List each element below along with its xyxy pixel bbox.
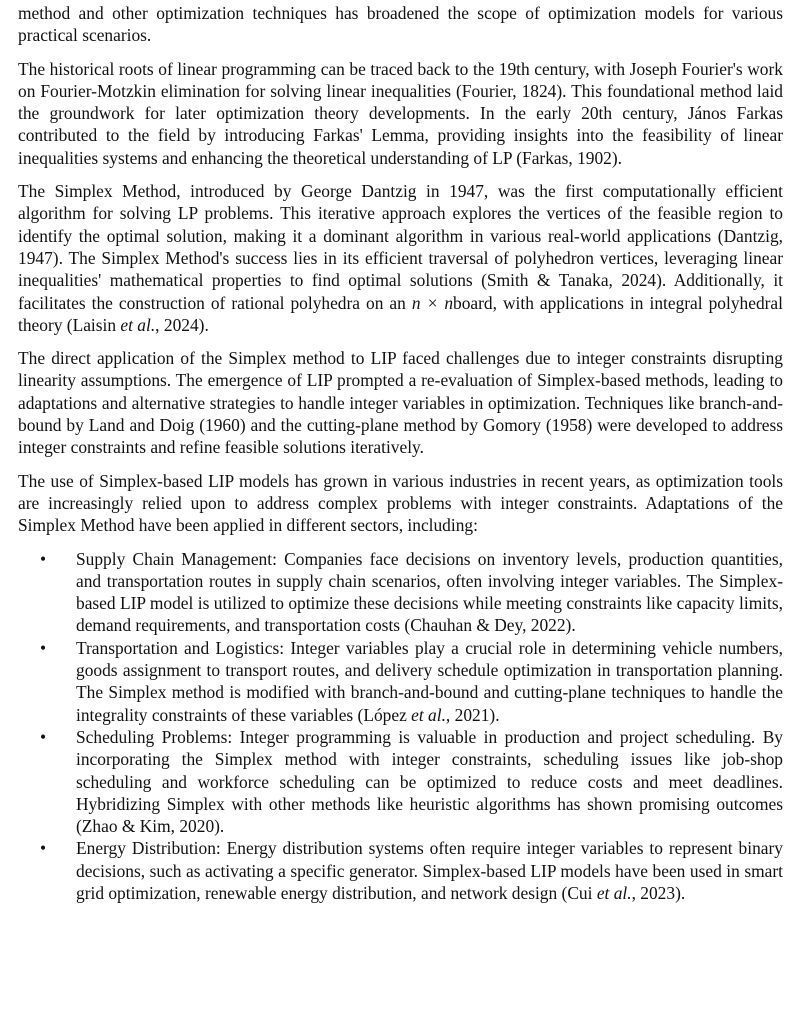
paragraph xyxy=(18,470,783,537)
bullet-item xyxy=(18,637,783,726)
text-run: The historical roots of linear programming can be traced back to the 19th century, with Joseph Fourier's work on Fourier-Motzkin elimination for solving linear inequalities (Fourier, 1824). This foundational method laid the groundwork for later optimization theory developments. In the early 20th century, János Farkas contributed to the field by introducing Farkas' Lemma, providing insights into the feasibility of linear inequalities systems and enhancing the theoretical understanding of LP (Farkas, 1902). xyxy=(18,58,783,168)
body-paragraphs xyxy=(18,2,783,537)
paragraph xyxy=(18,180,783,336)
document-page xyxy=(18,2,783,904)
bullet-item xyxy=(18,837,783,904)
bullet-dot-icon: • xyxy=(40,548,47,569)
text-run: The use of Simplex-based LIP models has grown in various industries in recent years, as optimization tools are increasingly relied upon to address complex problems with integer constraints. Adaptations of the Simplex Method have been applied in different sectors, including: xyxy=(18,470,783,536)
text-run: method and other optimization techniques has broadened the scope of optimization models for various practical scenarios. xyxy=(18,3,783,46)
italic-text: et al. xyxy=(596,882,632,903)
bullet-dot-icon: • xyxy=(40,637,47,658)
text-run: The direct application of the Simplex method to LIP faced challenges due to integer constraints disrupting linearity assumptions. The emergence of LIP prompted a re-evaluation of Simplex-based methods, leading to adaptations and alternative strategies to handle integer variables in optimization. Techniques like branch-and-bound by Land and Doig (1960) and the cutting-plane method by Gomory (1958) were developed to address integer constraints and refine feasible solutions iteratively. xyxy=(18,348,783,458)
text-run: The Simplex Method, introduced by George Dantzig in 1947, was the first computationally efficient algorithm for solving LP problems. This iterative approach explores the vertices of the feasible region to identify the optimal solution, making it a dominant algorithm in various real-world applications (Dantzig, 1947). The Simplex Method's success lies in its efficient traversal of polyhedron vertices, leveraging linear inequalities' mathematical properties to find optimal solutions (Smith & Tanaka, 2024). Additionally, it facilitates the construction of rational polyhedra on an xyxy=(18,181,783,313)
bullet-dot-icon: • xyxy=(40,726,47,747)
bullet-list xyxy=(18,548,783,905)
text-run: Scheduling Problems: Integer programming is valuable in production and project scheduling. By incorporating the Simplex method with integer constraints, scheduling issues like job-shop scheduling and workforce scheduling can be optimized to reduce costs and meet deadlines. Hybridizing Simplex with other methods like heuristic algorithms has shown promising outcomes (Zhao & Kim, 2020). xyxy=(76,726,783,837)
bullet-item xyxy=(18,726,783,837)
bullet-dot-icon: • xyxy=(40,838,47,859)
text-run: , 2024). xyxy=(155,314,209,335)
italic-text: et al. xyxy=(411,704,446,725)
italic-text: n × n xyxy=(411,292,454,313)
text-run: board, with applications in integral polyhedral theory (Laisin xyxy=(18,292,783,335)
text-run: , 2021). xyxy=(445,704,500,725)
text-run: Energy Distribution: Energy distribution systems often require integer variables to represent binary decisions, such as activating a specific generator. Simplex-based LIP models have been used in smart grid optimization, renewable energy distribution, and network design (Cui xyxy=(76,838,783,903)
text-run: Supply Chain Management: Companies face decisions on inventory levels, production quantities, and transportation routes in supply chain scenarios, often involving integer variables. The Simplex-based LIP model is utilized to optimize these decisions while meeting constraints like capacity limits, demand requirements, and transportation costs (Chauhan & Dey, 2022). xyxy=(76,548,783,636)
text-run: , 2023). xyxy=(631,882,686,903)
text-run: Transportation and Logistics: Integer variables play a crucial role in determining vehicle numbers, goods assignment to transport routes, and delivery schedule optimization in transportation planning. The Simplex method is modified with branch-and-bound and cutting-plane techniques to handle the integrality constraints of these variables (López xyxy=(76,637,783,725)
bullet-item xyxy=(18,548,783,637)
paragraph xyxy=(18,2,783,47)
paragraph xyxy=(18,347,783,458)
italic-text: et al. xyxy=(120,314,156,335)
paragraph xyxy=(18,58,783,169)
